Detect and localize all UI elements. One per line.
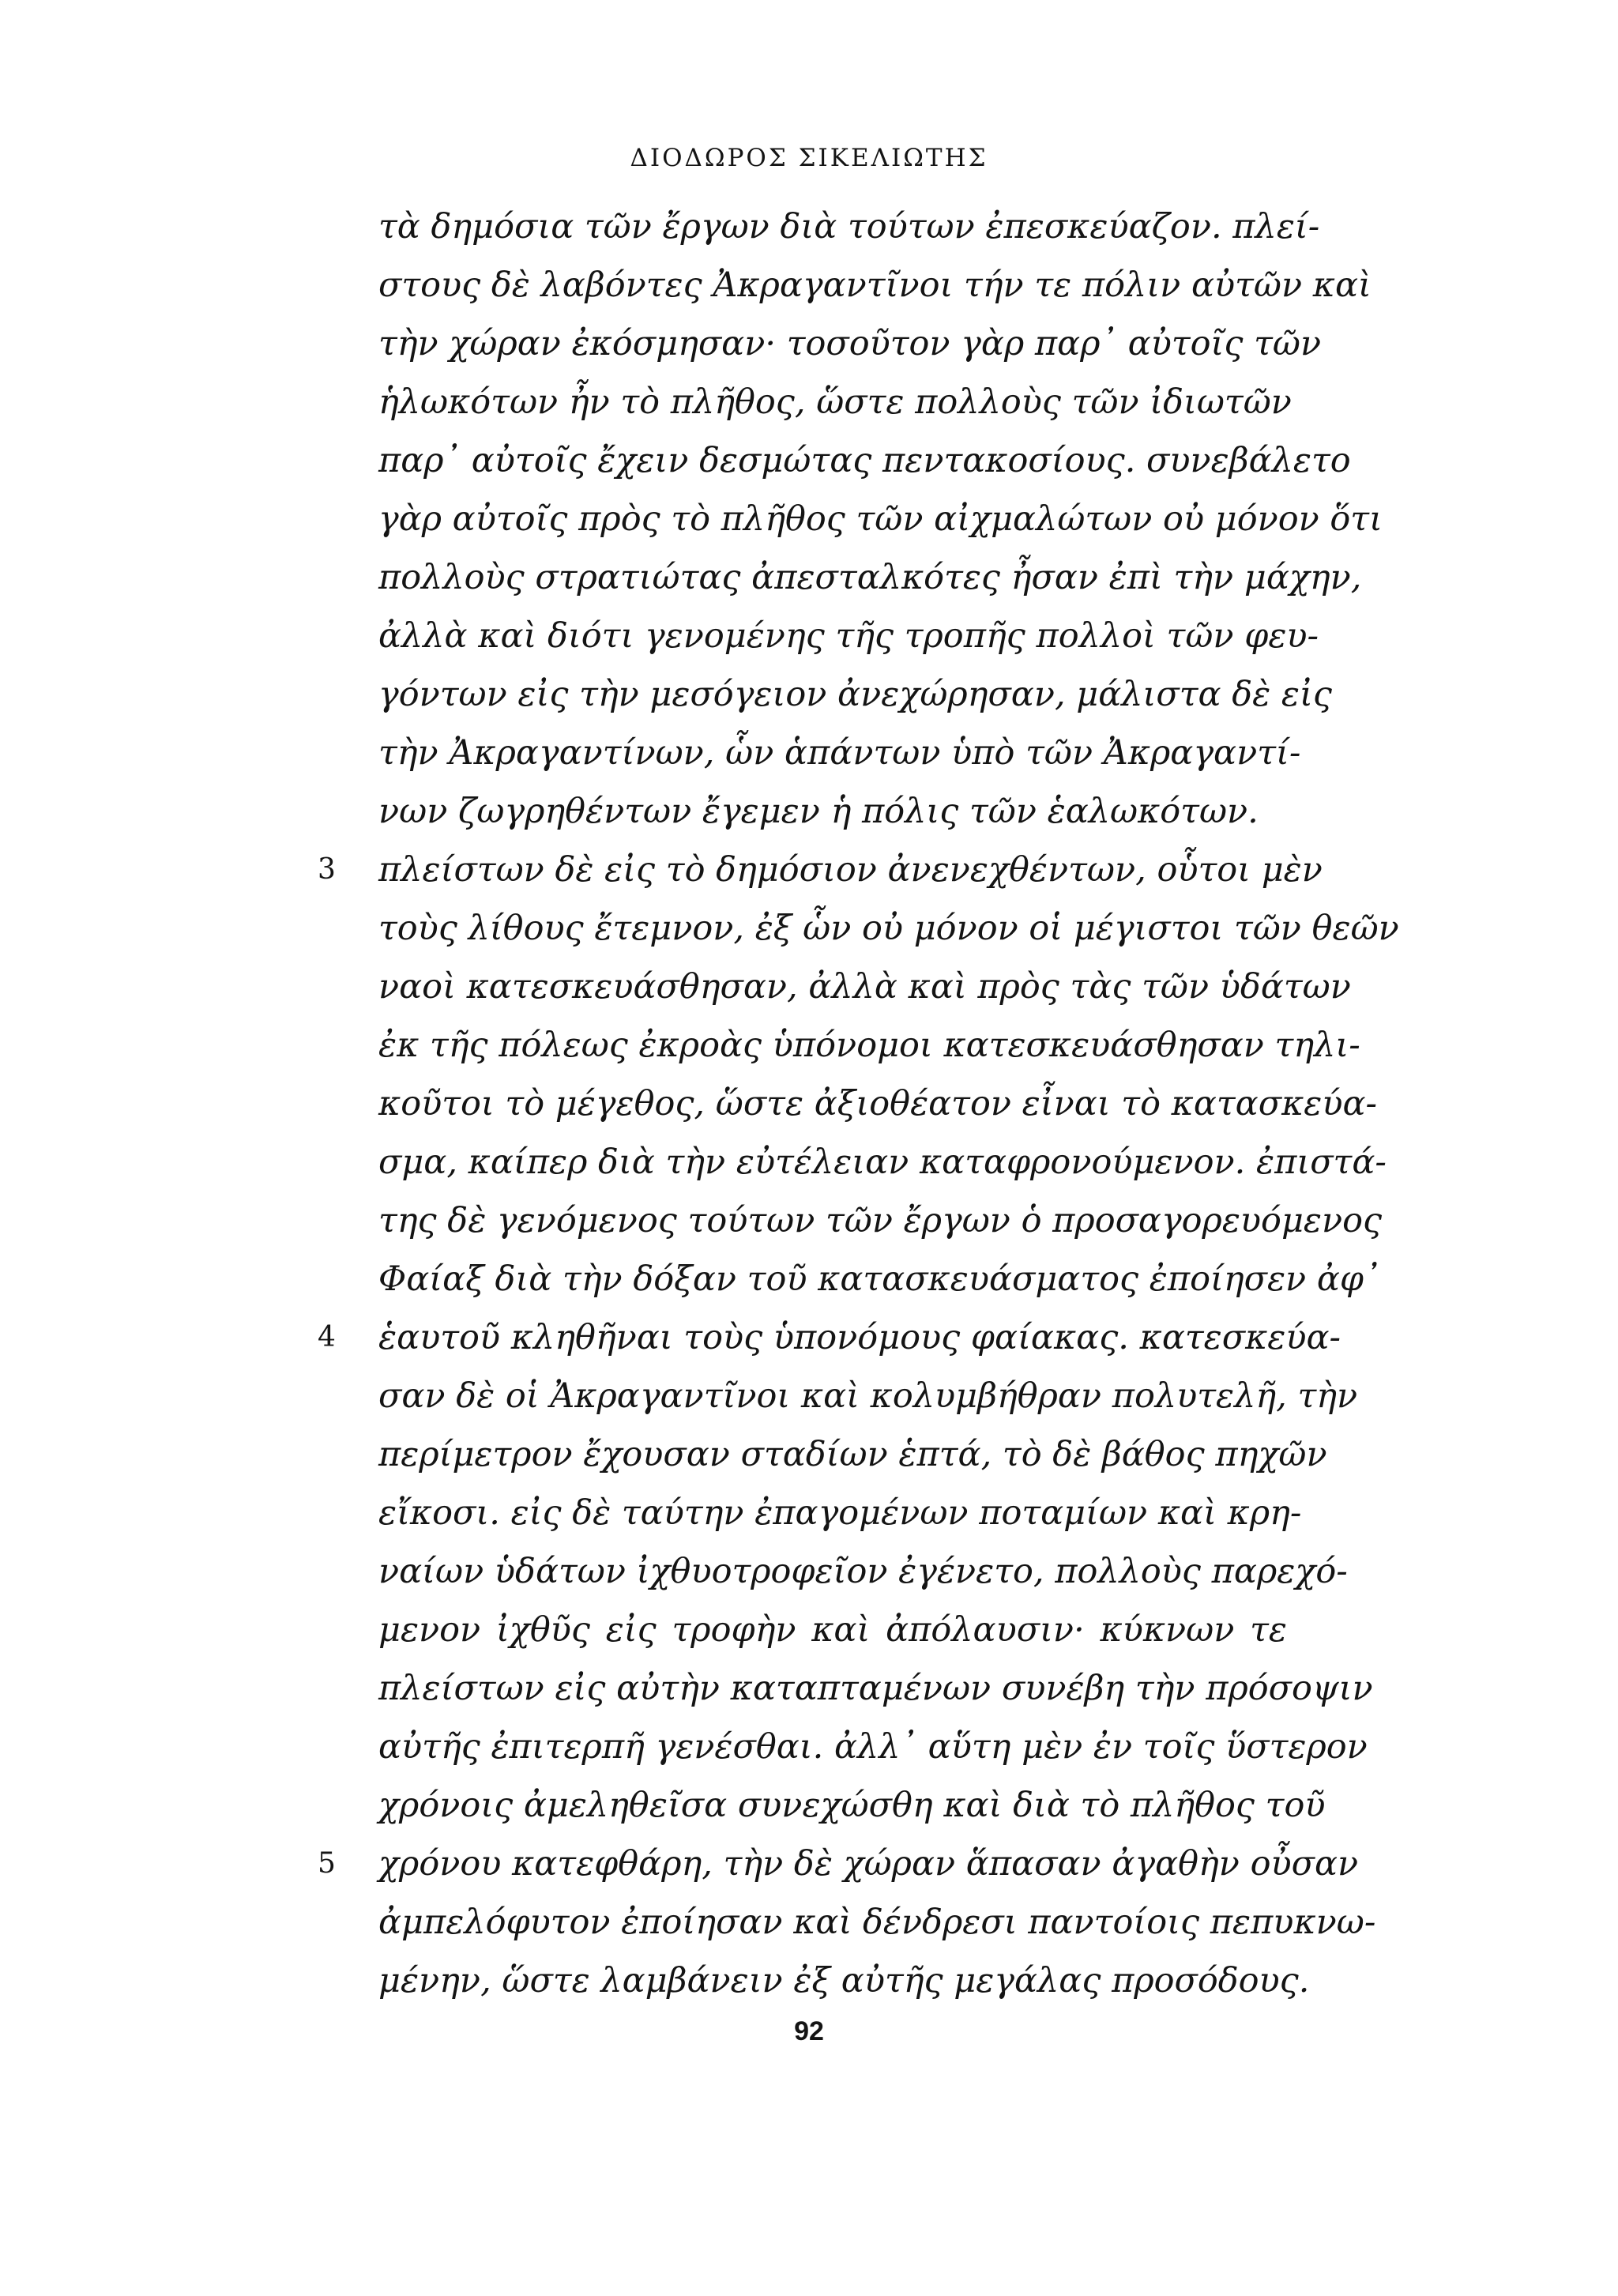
text-line-content: σμα, καίπερ διὰ τὴν εὐτέλειαν καταφρονούμενον. ἐπιστά- [378,1142,1387,1182]
text-line [378,665,1332,724]
text-line-content: περίμετρον ἔχουσαν σταδίων ἑπτά, τὸ δὲ βάθος πηχῶν [378,1435,1327,1474]
text-line [378,548,1362,607]
text-line [378,1659,1373,1718]
text-line [378,607,1319,665]
text-line-content: στους δὲ λαβόντες Ἀκραγαντῖνοι τήν τε πόλιν αὐτῶν καὶ [378,265,1372,305]
text-line-content: πολλοὺς στρατιώτας ἀπεσταλκότες ἦσαν ἐπὶ τὴν μάχην, [378,558,1362,597]
text-line-content: ἀμπελόφυτον ἐποίησαν καὶ δένδρεσι παντοίοις πεπυκνω- [378,1903,1376,1942]
text-line [378,1425,1327,1484]
text-line-content: ἐκ τῆς πόλεως ἐκροὰς ὑπόνομοι κατεσκευάσθησαν τηλι- [378,1026,1360,1065]
text-line-content: εἴκοσι. εἰς δὲ ταύτην ἐπαγομένων ποταμίων καὶ κρη- [378,1493,1302,1533]
text-line-content: τὴν χώραν ἐκόσμησαν· τοσοῦτον γὰρ παρ᾿ αὐτοῖς τῶν [378,324,1322,363]
text-line-content: σαν δὲ οἱ Ἀκραγαντῖνοι καὶ κολυμβήθραν πολυτελῆ, τὴν [378,1376,1358,1416]
text-line [378,724,1301,782]
text-line [378,431,1351,490]
text-line [378,1250,1381,1308]
section-number: 4 [318,1321,336,1353]
page-number: 92 [794,2016,824,2046]
text-line-content: χρόνου κατεφθάρη, τὴν δὲ χώραν ἅπασαν ἀγαθὴν οὖσαν [378,1844,1359,1884]
main-text [318,198,1399,2010]
text-line [378,1484,1302,1542]
text-line-content: Φαίαξ διὰ τὴν δόξαν τοῦ κατασκευάσματος ἐποίησεν ἀφ᾿ [378,1259,1381,1299]
text-line [378,256,1372,314]
text-line-content: μενον ἰχθῦς εἰς τροφὴν καὶ ἀπόλαυσιν· κύκνων τε [378,1610,1287,1650]
text-line-content: τὴν Ἀκραγαντίνων, ὧν ἁπάντων ὑπὸ τῶν Ἀκραγαντί- [378,733,1301,773]
text-line-content: νων ζωγρηθέντων ἔγεμεν ἡ πόλις τῶν ἑαλωκότων. [378,792,1259,831]
text-line-content: της δὲ γενόμενος τούτων τῶν ἔργων ὁ προσαγορευόμενος [378,1201,1383,1240]
text-line [378,899,1399,958]
text-line-content: ναοὶ κατεσκευάσθησαν, ἀλλὰ καὶ πρὸς τὰς τῶν ὑδάτων [378,967,1351,1007]
text-line [378,373,1292,431]
text-line [378,314,1322,373]
text-line [378,1133,1387,1191]
text-line-content: γόντων εἰς τὴν μεσόγειον ἀνεχώρησαν, μάλιστα δὲ εἰς [378,675,1332,714]
text-line-content: παρ᾿ αὐτοῖς ἔχειν δεσμώτας πεντακοσίους. συνεβάλετο [378,441,1351,480]
text-line [378,490,1383,548]
text-line [378,1075,1378,1133]
text-line-content: κοῦτοι τὸ μέγεθος, ὥστε ἀξιοθέατον εἶναι τὸ κατασκεύα- [378,1084,1378,1124]
text-line [378,1191,1383,1250]
text-line [318,1835,1359,1893]
text-line-content: τοὺς λίθους ἔτεμνον, ἐξ ὧν οὐ μόνον οἱ μέγιστοι τῶν θεῶν [378,909,1399,948]
text-line-content: ἑαυτοῦ κληθῆναι τοὺς ὑπονόμους φαίακας. κατεσκεύα- [378,1318,1341,1357]
text-line [318,1308,1341,1367]
text-line [378,1601,1287,1659]
text-line [378,1952,1310,2010]
section-number: 5 [318,1847,336,1880]
text-line [378,1367,1358,1425]
text-line-content: πλείστων δὲ εἰς τὸ δημόσιον ἀνενεχθέντων, οὗτοι μὲν [378,850,1323,890]
running-head: ΔΙΟΔΩΡΟΣ ΣΙΚΕΛΙΩΤΗΣ [630,144,988,172]
text-line-content: πλείστων εἰς αὐτὴν καταπταμένων συνέβη τὴν πρόσοψιν [378,1669,1373,1708]
text-line-content: χρόνοις ἀμεληθεῖσα συνεχώσθη καὶ διὰ τὸ πλῆθος τοῦ [378,1786,1326,1825]
text-line [318,841,1323,899]
text-line-content: γὰρ αὐτοῖς πρὸς τὸ πλῆθος τῶν αἰχμαλώτων οὐ μόνον ὅτι [378,499,1383,539]
text-line-content: ἡλωκότων ἦν τὸ πλῆθος, ὥστε πολλοὺς τῶν ἰδιωτῶν [378,382,1292,422]
text-line-content: αὐτῆς ἐπιτερπῆ γενέσθαι. ἀλλ᾿ αὕτη μὲν ἐν τοῖς ὕστερον [378,1727,1368,1767]
text-line-content: τὰ δημόσια τῶν ἔργων διὰ τούτων ἐπεσκεύαζον. πλεί- [378,207,1320,247]
section-number: 3 [318,853,336,886]
text-line [378,1776,1326,1835]
text-line [378,1718,1368,1776]
text-line [378,1016,1360,1075]
text-line-content: μένην, ὥστε λαμβάνειν ἐξ αὐτῆς μεγάλας προσόδους. [378,1961,1310,2001]
text-line-content: ναίων ὑδάτων ἰχθυοτροφεῖον ἐγένετο, πολλοὺς παρεχό- [378,1552,1348,1591]
text-line [378,782,1287,841]
text-line [378,198,1320,256]
text-line [378,1542,1348,1601]
text-line [378,958,1351,1016]
text-line [378,1893,1376,1952]
text-line-content: ἀλλὰ καὶ διότι γενομένης τῆς τροπῆς πολλοὶ τῶν φευ- [378,616,1319,656]
